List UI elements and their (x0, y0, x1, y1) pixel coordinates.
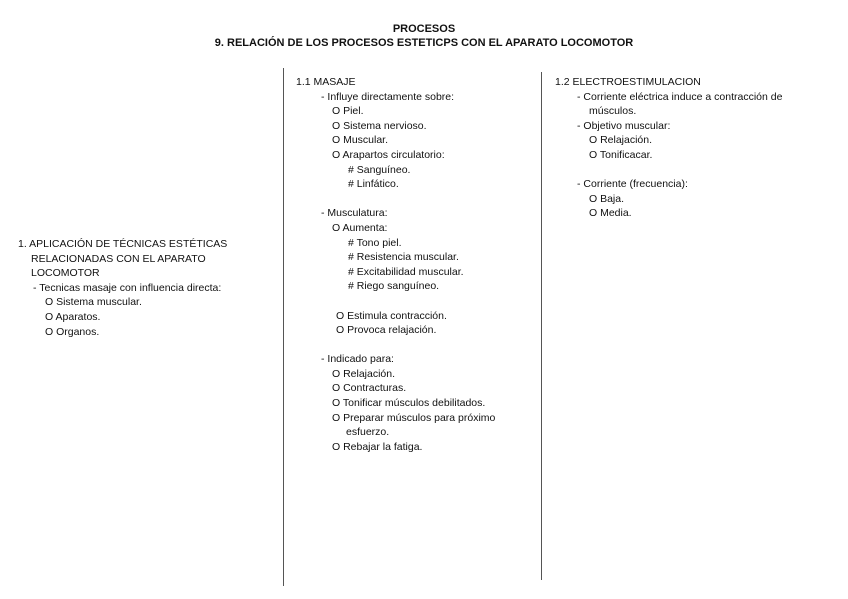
list-item: O Aumenta: (332, 221, 388, 234)
sub-list-item: # Excitabilidad muscular. (348, 265, 464, 278)
subheading-continuation: músculos. (589, 105, 637, 118)
column-masaje (296, 75, 495, 454)
sub-list-item: # Linfático. (348, 178, 399, 191)
list-item: O Baja. (589, 192, 625, 205)
subheading-frecuencia: - Corriente (frecuencia): (577, 178, 688, 191)
spacer (555, 163, 782, 178)
list-item: O Preparar músculos para próximo (332, 411, 496, 424)
section-heading-line: LOCOMOTOR (31, 267, 100, 280)
subheading-corriente-electrica: - Corriente eléctrica induce a contracción de (577, 90, 783, 103)
page-subtitle: 9. RELACIÓN DE LOS PROCESOS ESTETICPS CON EL APARATO LOCOMOTOR (214, 37, 634, 49)
list-item: O Muscular. (332, 134, 389, 147)
column-divider-right (541, 72, 542, 580)
list-item: O Rebajar la fatiga. (332, 440, 423, 453)
section-heading-line: 1. APLICACIÓN DE TÉCNICAS ESTÉTICAS (18, 238, 228, 250)
sub-list-item: # Resistencia muscular. (348, 251, 459, 264)
list-item: O Relajación. (332, 367, 396, 380)
column-electroestimulacion (555, 75, 782, 221)
list-item: O Media. (589, 207, 632, 220)
spacer (296, 192, 495, 207)
subheading-indicado: - Indicado para: (321, 353, 394, 366)
sub-list-item: # Sanguíneo. (348, 163, 411, 176)
list-item: O Contracturas. (332, 382, 407, 395)
section-heading-masaje: 1.1 MASAJE (296, 76, 356, 88)
list-item: O Sistema nervioso. (332, 119, 427, 132)
sub-list-item: # Tono piel. (348, 236, 402, 249)
subheading-objetivo: - Objetivo muscular: (577, 119, 671, 132)
spacer (296, 338, 495, 353)
list-item: O Organos. (45, 325, 100, 338)
list-item-continuation: esfuerzo. (346, 426, 390, 439)
list-item: O Arapartos circulatorio: (332, 148, 445, 161)
subheading-musculatura: - Musculatura: (321, 207, 388, 220)
list-item: O Piel. (332, 105, 364, 118)
sub-list-item: # Riego sanguíneo. (348, 280, 440, 293)
spacer (296, 294, 495, 309)
list-item: O Sistema muscular. (45, 296, 142, 309)
section-heading-electroestimulacion: 1.2 ELECTROESTIMULACION (555, 76, 701, 88)
list-item: O Aparatos. (45, 310, 101, 323)
list-item: O Relajación. (589, 134, 653, 147)
section-heading-line: RELACIONADAS CON EL APARATO (31, 252, 206, 265)
list-item: O Tonificar músculos debilitados. (332, 397, 486, 410)
subheading-tecnicas-masaje: - Tecnicas masaje con influencia directa: (33, 281, 222, 294)
page-title: PROCESOS (392, 23, 456, 35)
list-item: O Tonificacar. (589, 148, 653, 161)
subheading-influye: - Influye directamente sobre: (321, 90, 455, 103)
list-item: O Provoca relajación. (336, 324, 437, 337)
column-aplicacion (18, 237, 227, 339)
column-divider-left (283, 68, 284, 586)
list-item: O Estimula contracción. (336, 309, 447, 322)
